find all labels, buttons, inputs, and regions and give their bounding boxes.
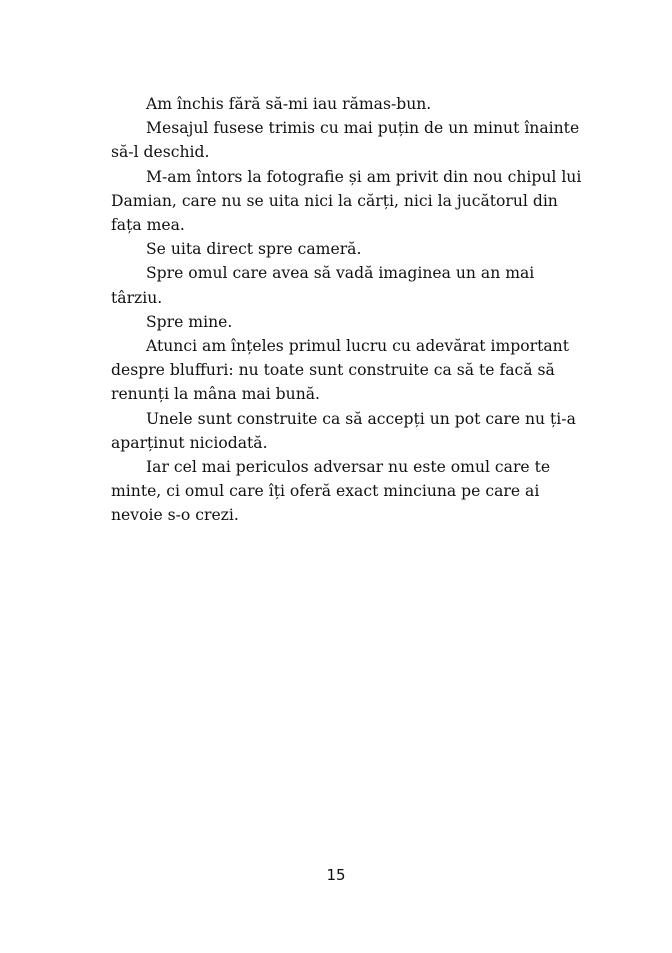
paragraph: Iar cel mai periculos adversar nu este omul care te minte, ci omul care îți oferă exact minciuna pe care ai nevoie s-o crezi. [111, 458, 551, 525]
paragraph: Mesajul fusese trimis cu mai puțin de un minut înainte să-l deschid. [111, 119, 580, 162]
paragraph: Spre omul care avea să vadă imaginea un an mai târziu. [111, 264, 535, 307]
paragraph: Spre mine. [146, 312, 233, 331]
body-text [111, 92, 585, 528]
paragraph: Unele sunt construite ca să accepți un pot care nu ți-a aparținut niciodată. [111, 409, 576, 452]
paragraph: M-am întors la fotografie și am privit din nou chipul lui Damian, care nu se uita nici la cărți, nici la jucătorul din fața mea. [111, 167, 582, 235]
paragraph: Am închis fără să-mi iau rămas-bun. [146, 95, 432, 113]
paragraph: Se uita direct spre cameră. [146, 240, 362, 259]
page-number: 15 [326, 866, 346, 884]
paragraph: Atunci am înțeles primul lucru cu adevărat important despre bluffuri: nu toate sunt construite ca să te facă să renunți la mâna mai bună. [111, 337, 569, 404]
